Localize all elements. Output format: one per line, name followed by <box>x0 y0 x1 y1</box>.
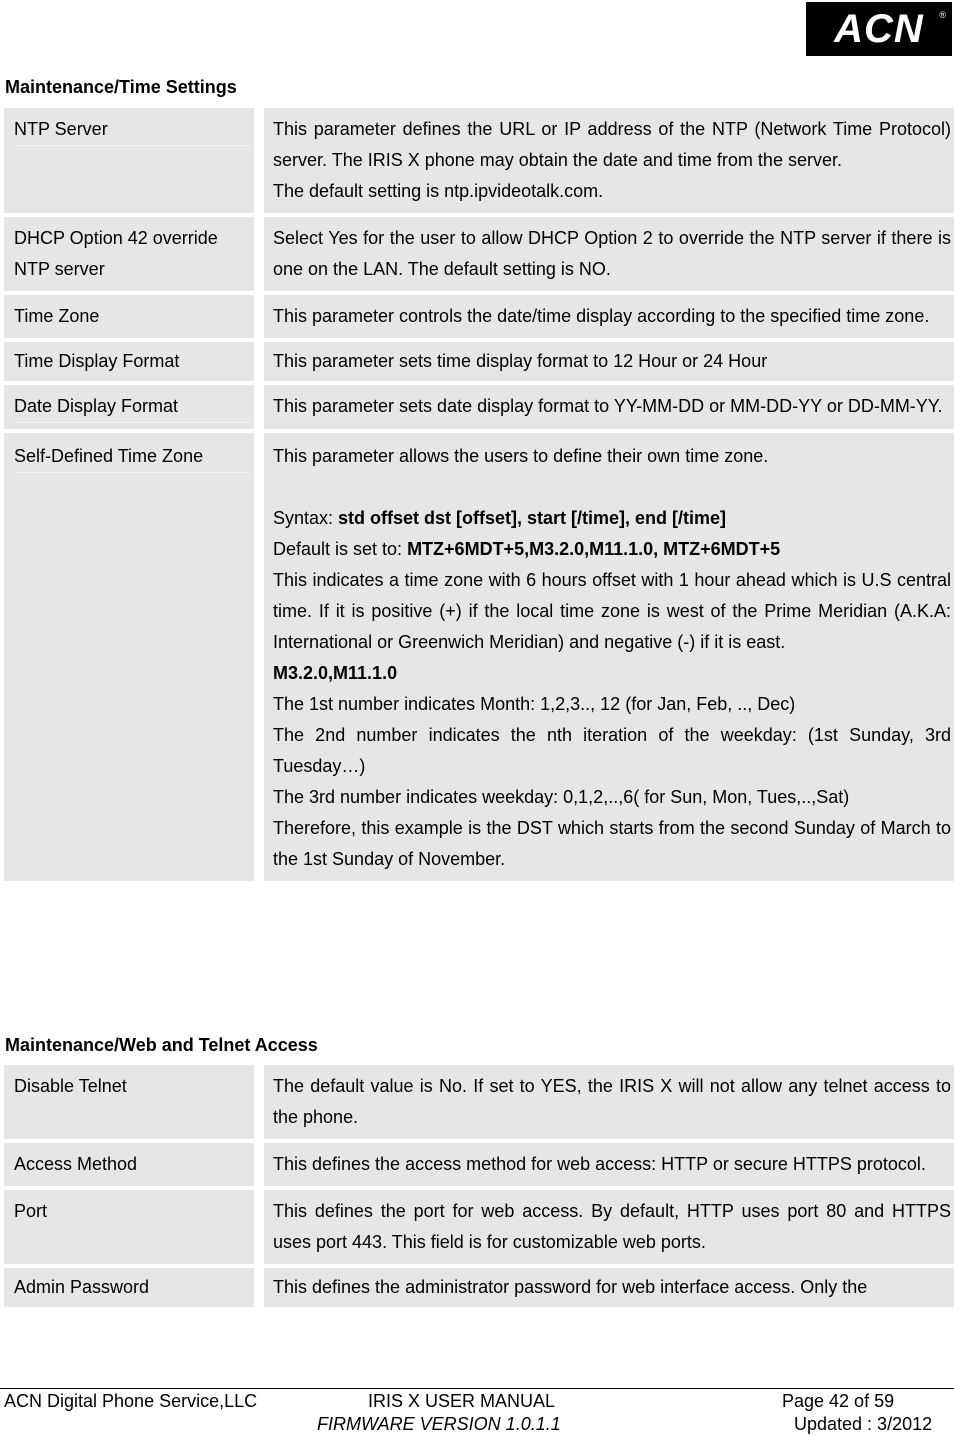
param-description: This parameter defines the URL or IP address of the NTP (Network Time Protocol) server. The IRIS X phone may obtain the date and time from the server. The default setting is ntp.ipvideotalk.com. <box>264 108 954 213</box>
footer-firmware: FIRMWARE VERSION 1.0.1.1 <box>317 1414 561 1434</box>
param-label: Time Display Format <box>4 342 254 381</box>
acn-logo <box>806 2 952 56</box>
param-label: Self-Defined Time Zone <box>4 433 254 881</box>
table-row <box>4 1143 954 1186</box>
table-row <box>4 433 954 881</box>
param-label: DHCP Option 42 override NTP server <box>4 217 254 291</box>
param-label: Date Display Format <box>4 385 254 429</box>
param-description: This parameter sets date display format to YY-MM-DD or MM-DD-YY or DD-MM-YY. <box>264 385 954 429</box>
table-row <box>4 342 954 381</box>
param-description: This defines the port for web access. By default, HTTP uses port 80 and HTTPS uses port 443. This field is for customizable web ports. <box>264 1190 954 1264</box>
table-row <box>4 1268 954 1307</box>
param-description: This parameter allows the users to define their own time zone. Syntax: std offset dst [offset], start [/time], end [/time] Default is set to: MTZ+6MDT+5,M3.2.0,M11.1.0, MTZ+6MDT+5 This indicates a time zone with 6 hours offset with 1 hour ahead which is U.S central time. If it is positive (+) if the local time zone is west of the Prime Meridian (A.K.A: International or Greenwich Meridian) and negative (-) if it is east. M3.2.0,M11.1.0 The 1st number indicates Month: 1,2,3.., 12 (for Jan, Feb, .., Dec) The 2nd number indicates the nth iteration of the weekday: (1st Sunday, 3rd Tuesday…) The 3rd number indicates weekday: 0,1,2,..,6( for Sun, Mon, Tues,..,Sat) Therefore, this example is the DST which starts from the second Sunday of March to the 1st Sunday of November. <box>264 433 954 881</box>
time-settings-table <box>4 108 954 885</box>
param-description: This defines the administrator password for web interface access. Only the <box>264 1268 954 1307</box>
param-description: This parameter controls the date/time display according to the specified time zone. <box>264 295 954 338</box>
section-title-time-settings: Maintenance/Time Settings <box>5 77 237 97</box>
param-description: The default value is No. If set to YES, the IRIS X will not allow any telnet access to the phone. <box>264 1065 954 1139</box>
footer-company: ACN Digital Phone Service,LLC <box>4 1391 258 1411</box>
table-row <box>4 1065 954 1139</box>
param-description: This parameter sets time display format to 12 Hour or 24 Hour <box>264 342 954 381</box>
table-row <box>4 385 954 429</box>
param-description: Select Yes for the user to allow DHCP Option 2 to override the NTP server if there is one on the LAN. The default setting is NO. <box>264 217 954 291</box>
footer-updated: Updated : 3/2012 <box>794 1414 933 1434</box>
table-row <box>4 1190 954 1264</box>
section-title-web-telnet: Maintenance/Web and Telnet Access <box>5 1035 318 1055</box>
table-row <box>4 295 954 338</box>
footer-manual-title: IRIS X USER MANUAL <box>368 1391 556 1411</box>
param-label: Disable Telnet <box>4 1065 254 1139</box>
footer-divider <box>0 1388 954 1389</box>
param-label: Time Zone <box>4 295 254 338</box>
param-label: Admin Password <box>4 1268 254 1307</box>
table-row <box>4 217 954 291</box>
footer-page-number: Page 42 of 59 <box>782 1391 895 1411</box>
param-label: Port <box>4 1190 254 1264</box>
param-description: This defines the access method for web access: HTTP or secure HTTPS protocol. <box>264 1143 954 1186</box>
web-telnet-table <box>4 1065 954 1311</box>
table-row <box>4 108 954 213</box>
logo-text: ACN <box>834 6 924 51</box>
param-label: Access Method <box>4 1143 254 1186</box>
logo-registered-mark: ® <box>939 10 946 20</box>
param-label: NTP Server <box>4 108 254 213</box>
